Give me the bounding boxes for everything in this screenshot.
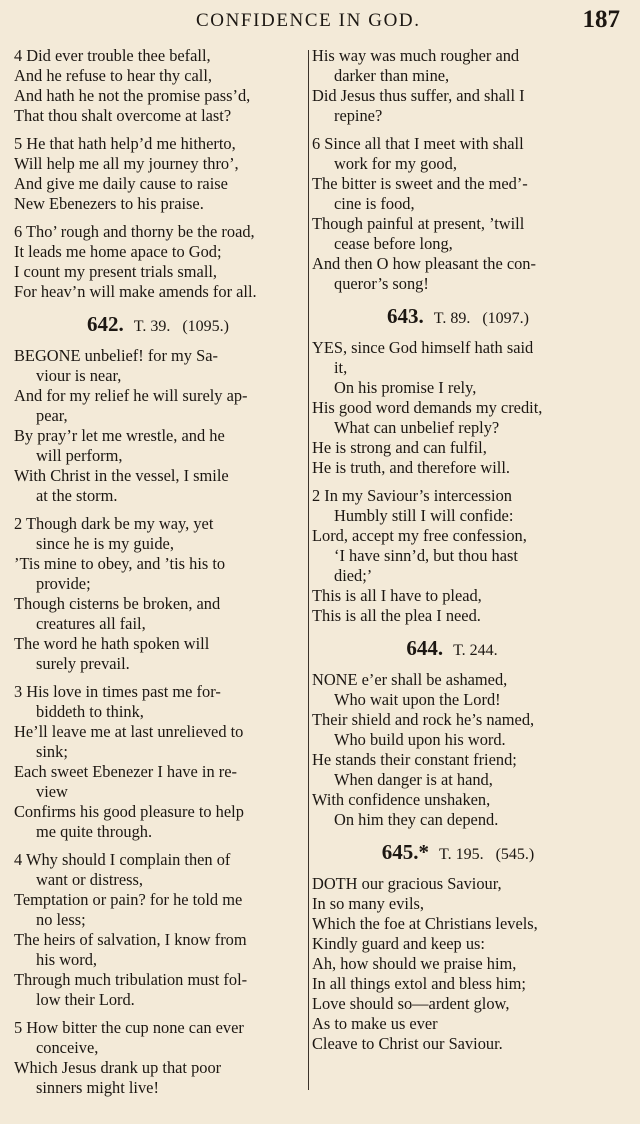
hymn-645-heading	[312, 830, 604, 874]
verse-line: By pray’r let me wrestle, and he	[14, 426, 225, 445]
hymn-number: 643.	[387, 304, 424, 328]
verse-line: It leads me home apace to God;	[14, 242, 222, 261]
verse-line: And he refuse to hear thy call,	[14, 66, 212, 85]
left-column	[14, 46, 302, 1098]
verse-line: repine?	[334, 106, 383, 125]
verse-line: sinners might live!	[36, 1078, 159, 1097]
verse-line: Though painful at present, ’twill	[312, 214, 525, 233]
verse-line: I count my present trials small,	[14, 262, 218, 281]
verse-line: 4 Did ever trouble thee befall,	[14, 46, 211, 65]
verse-line: His way was much rougher and	[312, 46, 520, 65]
verse-line: viour is near,	[36, 366, 122, 385]
hymn-645-text	[312, 874, 604, 1054]
verse-line: want or distress,	[36, 870, 143, 889]
hymn-643-heading	[312, 294, 604, 338]
verse-line: surely prevail.	[36, 654, 130, 673]
verse-line: Though cisterns be broken, and	[14, 594, 221, 613]
verse-line: Who wait upon the Lord!	[334, 690, 501, 709]
stanza-gap	[14, 674, 302, 682]
hymn-644-text	[312, 670, 604, 830]
verse-line: As to make us ever	[312, 1014, 438, 1033]
verse-line: The bitter is sweet and the med’-	[312, 174, 528, 193]
verse-line: That thou shalt overcome at last?	[14, 106, 232, 125]
verse-line: Each sweet Ebenezer I have in re-	[14, 762, 237, 781]
hymn-tune: T. 244.	[453, 642, 498, 659]
verse-line: no less;	[36, 910, 86, 929]
verse-line: Cleave to Christ our Saviour.	[312, 1034, 503, 1053]
verse-line: DOTH our gracious Saviour,	[312, 874, 502, 893]
verse-line: 3 His love in times past me for-	[14, 682, 221, 701]
hymn-642-heading	[14, 302, 302, 346]
stanza-gap	[312, 478, 604, 486]
verse-line: Love should so—ardent glow,	[312, 994, 510, 1013]
verse-line: at the storm.	[36, 486, 118, 505]
verse-line: The heirs of salvation, I know from	[14, 930, 247, 949]
hymn-644-heading	[312, 626, 604, 670]
verse-line: Confirms his good pleasure to help	[14, 802, 244, 821]
verse-line: work for my good,	[334, 154, 457, 173]
verse-line: He is strong and can fulfil,	[312, 438, 487, 457]
verse-line: For heav’n will make amends for all.	[14, 282, 257, 301]
verse-line: And hath he not the promise pass’d,	[14, 86, 251, 105]
verse-line: Did Jesus thus suffer, and shall I	[312, 86, 525, 105]
verse-line: This is all the plea I need.	[312, 606, 481, 625]
stanza-gap	[14, 126, 302, 134]
verse-line: Lord, accept my free confession,	[312, 526, 527, 545]
verse-line: 6 Tho’ rough and thorny be the road,	[14, 222, 255, 241]
verse-line: darker than mine,	[334, 66, 450, 85]
verse-line: since he is my guide,	[36, 534, 174, 553]
verse-line: With Christ in the vessel, I smile	[14, 466, 229, 485]
verse-line: Kindly guard and keep us:	[312, 934, 485, 953]
running-title: CONFIDENCE IN GOD.	[196, 10, 421, 31]
verse-line: With confidence unshaken,	[312, 790, 491, 809]
verse-line: 5 He that hath help’d me hitherto,	[14, 134, 236, 153]
verse-line: Who build upon his word.	[334, 730, 506, 749]
verse-line: He is truth, and therefore will.	[312, 458, 510, 477]
hymn-number: 645.*	[381, 840, 429, 864]
verse-line: In all things extol and bless him;	[312, 974, 526, 993]
verse-line: ’Tis mine to obey, and ’tis his to	[14, 554, 226, 573]
page-number: 187	[582, 6, 620, 33]
verse-line: This is all I have to plead,	[312, 586, 482, 605]
verse-line: 5 How bitter the cup none can ever	[14, 1018, 244, 1037]
stanza-gap	[14, 1010, 302, 1018]
verse-line: provide;	[36, 574, 91, 593]
verse-line: Which Jesus drank up that poor	[14, 1058, 222, 1077]
verse-line: NONE e’er shall be ashamed,	[312, 670, 508, 689]
verse-line: On his promise I rely,	[334, 378, 477, 397]
verse-line: sink;	[36, 742, 68, 761]
verse-line: ‘I have sinn’d, but thou hast	[334, 546, 518, 565]
verse-line: Their shield and rock he’s named,	[312, 710, 535, 729]
stanza-gap	[14, 506, 302, 514]
verse-line: Which the foe at Christians levels,	[312, 914, 538, 933]
hymn-tune: T. 39.	[133, 318, 171, 335]
stanza-gap	[14, 214, 302, 222]
verse-line: And then O how pleasant the con-	[312, 254, 536, 273]
hymn-642-text	[14, 346, 302, 1098]
verse-line: BEGONE unbelief! for my Sa-	[14, 346, 218, 365]
verse-line: pear,	[36, 406, 68, 425]
right-column	[312, 46, 604, 1054]
verse-line: it,	[334, 358, 348, 377]
verse-line: And for my relief he will surely ap-	[14, 386, 248, 405]
verse-line: conceive,	[36, 1038, 99, 1057]
verse-line: 6 Since all that I meet with shall	[312, 134, 524, 153]
verse-line: me quite through.	[36, 822, 153, 841]
verse-line: died;’	[334, 566, 373, 585]
verse-line: On him they can depend.	[334, 810, 499, 829]
verse-line: low their Lord.	[36, 990, 135, 1009]
verse-line: YES, since God himself hath said	[312, 338, 534, 357]
hymn-ref: (1095.)	[182, 318, 229, 335]
hymn-643-text	[312, 338, 604, 626]
verse-line: He’ll leave me at last unrelieved to	[14, 722, 244, 741]
verse-line: New Ebenezers to his praise.	[14, 194, 204, 213]
verse-line: queror’s song!	[334, 274, 429, 293]
verse-line: And give me daily cause to raise	[14, 174, 228, 193]
verse-line: cine is food,	[334, 194, 415, 213]
verse-line: view	[36, 782, 68, 801]
verse-line: creatures all fail,	[36, 614, 146, 633]
stanza-gap	[14, 842, 302, 850]
verse-line: 2 Though dark be my way, yet	[14, 514, 214, 533]
verse-line: Ah, how should we praise him,	[312, 954, 517, 973]
hymn-number: 642.	[87, 312, 124, 336]
hymn-number: 644.	[406, 636, 444, 660]
verse-line: His good word demands my credit,	[312, 398, 543, 417]
verse-line: Through much tribulation must fol-	[14, 970, 248, 989]
left-intro-stanzas	[14, 46, 302, 302]
verse-line: Temptation or pain? for he told me	[14, 890, 243, 909]
verse-line: In so many evils,	[312, 894, 424, 913]
verse-line: Humbly still I will confide:	[334, 506, 514, 525]
hymn-tune: T. 195.	[439, 846, 484, 863]
verse-line: What can unbelief reply?	[334, 418, 500, 437]
verse-line: biddeth to think,	[36, 702, 144, 721]
verse-line: 2 In my Saviour’s intercession	[312, 486, 513, 505]
hymn-ref: (1097.)	[482, 310, 529, 327]
right-intro-lines	[312, 46, 604, 294]
verse-line: his word,	[36, 950, 98, 969]
verse-line: 4 Why should I complain then of	[14, 850, 231, 869]
verse-line: The word he hath spoken will	[14, 634, 210, 653]
column-divider	[308, 50, 309, 1090]
verse-line: When danger is at hand,	[334, 770, 493, 789]
verse-line: will perform,	[36, 446, 123, 465]
verse-line: He stands their constant friend;	[312, 750, 517, 769]
hymn-ref: (545.)	[495, 846, 535, 863]
stanza-gap	[312, 126, 604, 134]
verse-line: cease before long,	[334, 234, 453, 253]
verse-line: Will help me all my journey thro’,	[14, 154, 239, 173]
page-header	[0, 6, 640, 40]
hymn-tune: T. 89.	[433, 310, 471, 327]
